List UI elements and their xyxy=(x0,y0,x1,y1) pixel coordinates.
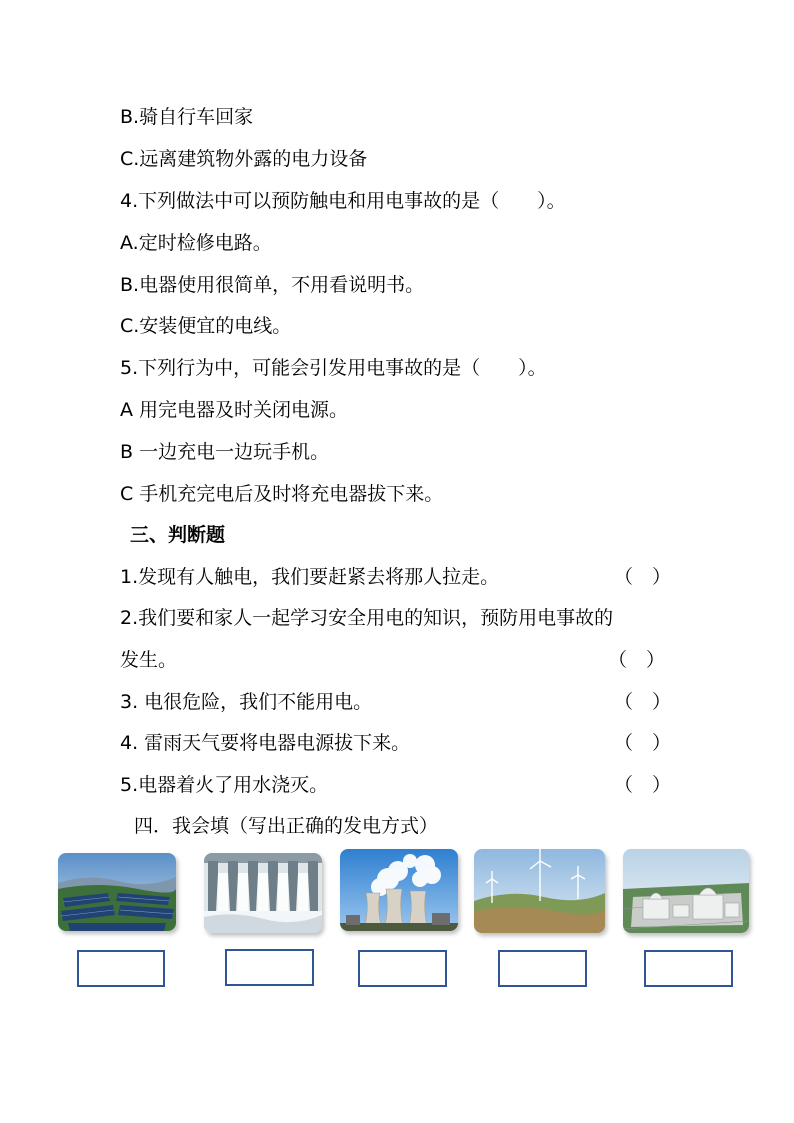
option-line: A 用完电器及时关闭电源。 xyxy=(120,399,349,421)
answer-box-solar[interactable] xyxy=(77,950,165,987)
answer-paren[interactable]: （ ） xyxy=(614,732,672,754)
option-line: C 手机充完电后及时将充电器拔下来。 xyxy=(120,483,444,505)
thermal-plant-image xyxy=(340,849,458,931)
answer-box-hydro[interactable] xyxy=(225,949,314,986)
answer-paren[interactable]: （ ） xyxy=(614,691,672,713)
judgement-item: 发生。 xyxy=(120,649,178,671)
judgement-item: 2.我们要和家人一起学习安全用电的知识，预防用电事故的 xyxy=(120,607,614,629)
option-line: A.定时检修电路。 xyxy=(120,232,272,254)
option-line: B 一边充电一边玩手机。 xyxy=(120,441,330,463)
option-line: C.安装便宜的电线。 xyxy=(120,315,292,337)
answer-box-nuclear[interactable] xyxy=(644,950,733,987)
option-line: B.电器使用很简单，不用看说明书。 xyxy=(120,274,425,296)
judgement-item: 5.电器着火了用水浇灭。 xyxy=(120,774,329,796)
hydro-dam-image xyxy=(204,853,322,933)
answer-paren[interactable]: （ ） xyxy=(614,774,672,796)
section-heading-judgement: 三、判断题 xyxy=(130,524,226,546)
wind-farm-image xyxy=(474,849,605,933)
section-heading-fill: 四．我会填（写出正确的发电方式） xyxy=(134,815,439,837)
solar-farm-image xyxy=(58,853,176,931)
judgement-item: 3. 电很危险，我们不能用电。 xyxy=(120,691,373,713)
judgement-item: 4. 雷雨天气要将电器电源拔下来。 xyxy=(120,732,411,754)
option-line: B.骑自行车回家 xyxy=(120,106,254,128)
question-line: 4.下列做法中可以预防触电和用电事故的是（ ）。 xyxy=(120,190,566,212)
answer-paren[interactable]: （ ） xyxy=(614,566,672,588)
question-line: 5.下列行为中，可能会引发用电事故的是（ ）。 xyxy=(120,357,547,379)
answer-paren[interactable]: （ ） xyxy=(608,649,666,671)
option-line: C.远离建筑物外露的电力设备 xyxy=(120,148,368,170)
answer-box-wind[interactable] xyxy=(498,950,587,987)
judgement-item: 1.发现有人触电，我们要赶紧去将那人拉走。 xyxy=(120,566,500,588)
nuclear-plant-image xyxy=(623,849,749,933)
answer-box-thermal[interactable] xyxy=(358,950,447,987)
